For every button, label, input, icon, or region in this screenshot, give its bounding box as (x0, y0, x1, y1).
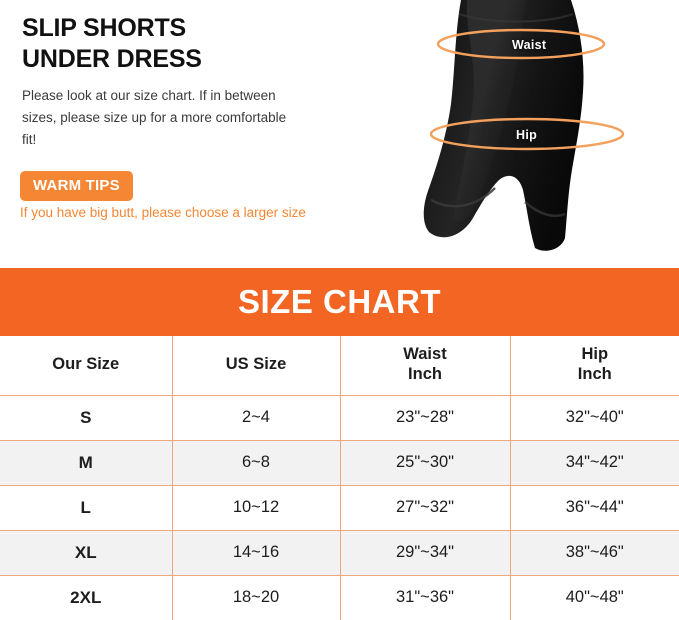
table-header (0, 336, 679, 395)
table-body (0, 395, 679, 620)
table-row (0, 485, 679, 530)
warm-tips-text: If you have big butt, please choose a larger size (20, 205, 306, 220)
size-chart-table (0, 336, 679, 620)
table-header-row (0, 336, 679, 395)
column-header-waist (340, 336, 510, 395)
cell-our-size: 2XL (0, 575, 172, 620)
column-header-hip-line2: Inch (577, 365, 612, 384)
column-header-waist-line1: Waist (403, 345, 447, 364)
product-image (349, 0, 679, 268)
cell-our-size: XL (0, 530, 172, 575)
table-row (0, 395, 679, 440)
cell-hip: 38"~46" (510, 530, 679, 575)
top-info-section (0, 0, 679, 268)
table-row (0, 530, 679, 575)
column-header-waist-line2: Inch (408, 365, 442, 384)
cell-waist: 31"~36" (340, 575, 510, 620)
cell-us-size: 10~12 (172, 485, 340, 530)
size-chart-title: SIZE CHART (238, 283, 441, 320)
headline-line-2: UNDER DRESS (22, 44, 202, 73)
column-header-hip-line1: Hip (581, 345, 609, 364)
cell-hip: 40"~48" (510, 575, 679, 620)
cell-waist: 27"~32" (340, 485, 510, 530)
cell-us-size: 18~20 (172, 575, 340, 620)
intro-text: Please look at our size chart. If in between sizes, please size up for a more comfortable fit! (22, 88, 287, 147)
cell-waist: 25"~30" (340, 440, 510, 485)
headline-line-1: SLIP SHORTS (22, 14, 187, 42)
warm-tips-badge: WARM TIPS (20, 171, 133, 201)
page-title (22, 13, 202, 74)
cell-our-size: S (0, 395, 172, 440)
cell-us-size: 14~16 (172, 530, 340, 575)
cell-hip: 34"~42" (510, 440, 679, 485)
cell-us-size: 2~4 (172, 395, 340, 440)
waist-label: Waist (512, 38, 547, 52)
cell-us-size: 6~8 (172, 440, 340, 485)
column-header-our-size-line1: Our Size (52, 355, 120, 374)
cell-our-size: M (0, 440, 172, 485)
column-header-us-size-line1: US Size (225, 355, 287, 374)
column-header-our-size (0, 336, 172, 395)
cell-hip: 36"~44" (510, 485, 679, 530)
size-chart-banner (0, 268, 679, 336)
column-header-us-size (172, 336, 340, 395)
cell-waist: 23"~28" (340, 395, 510, 440)
cell-waist: 29"~34" (340, 530, 510, 575)
hip-label: Hip (516, 128, 538, 142)
table-row (0, 440, 679, 485)
column-header-hip (510, 336, 679, 395)
table-row (0, 575, 679, 620)
cell-hip: 32"~40" (510, 395, 679, 440)
cell-our-size: L (0, 485, 172, 530)
